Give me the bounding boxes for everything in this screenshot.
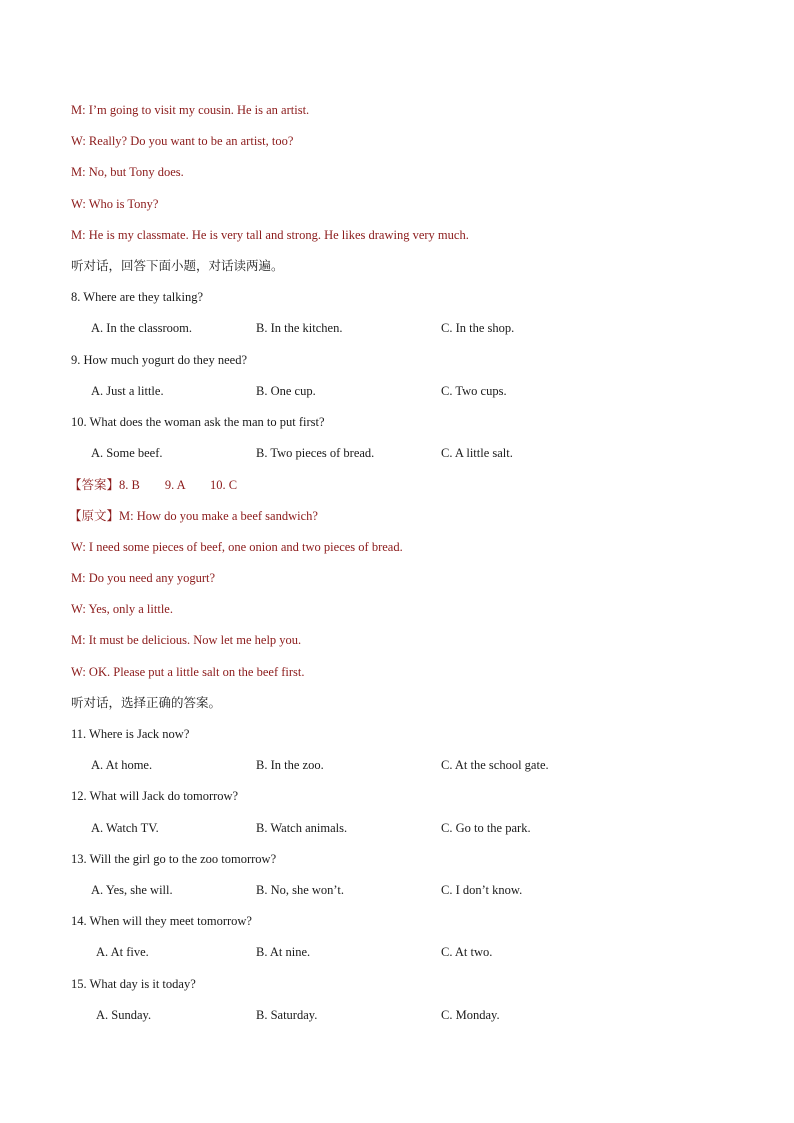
option-c: C. Monday. bbox=[441, 1008, 500, 1022]
transcript-line: W: I need some pieces of beef, one onion and two pieces of bread. bbox=[71, 540, 403, 554]
transcript-line: M: I’m going to visit my cousin. He is an artist. bbox=[71, 103, 310, 117]
transcript-line: W: Who is Tony? bbox=[71, 197, 159, 211]
option-b: B. No, she won’t. bbox=[256, 883, 344, 897]
option-c: C. In the shop. bbox=[441, 321, 515, 335]
option-a: A. In the classroom. bbox=[91, 321, 193, 335]
transcript-line: W: Really? Do you want to be an artist, too? bbox=[71, 134, 294, 148]
answer-text: 8. B 9. A 10. C bbox=[119, 478, 238, 492]
option-a: A. At home. bbox=[91, 758, 153, 772]
section-instruction: 听对话，选择正确的答案。 bbox=[71, 695, 222, 710]
option-b: B. Two pieces of bread. bbox=[256, 446, 375, 460]
option-b: B. Saturday. bbox=[256, 1008, 318, 1022]
script-tag: 【原文】 bbox=[69, 508, 120, 523]
question-text: 10. What does the woman ask the man to put first? bbox=[71, 415, 325, 429]
option-b: B. In the zoo. bbox=[256, 758, 324, 772]
section-instruction: 听对话，回答下面小题，对话读两遍。 bbox=[71, 258, 284, 273]
question-text: 15. What day is it today? bbox=[71, 977, 196, 991]
transcript-line: W: OK. Please put a little salt on the beef first. bbox=[71, 665, 305, 679]
option-b: B. Watch animals. bbox=[256, 821, 348, 835]
option-a: A. Some beef. bbox=[91, 446, 163, 460]
question-text: 9. How much yogurt do they need? bbox=[71, 353, 248, 367]
answer-line bbox=[69, 477, 237, 493]
question-text: 8. Where are they talking? bbox=[71, 290, 204, 304]
option-b: B. One cup. bbox=[256, 384, 316, 398]
script-first: M: How do you make a beef sandwich? bbox=[119, 509, 318, 523]
question-text: 14. When will they meet tomorrow? bbox=[71, 914, 252, 928]
option-c: C. At the school gate. bbox=[441, 758, 549, 772]
option-a: A. At five. bbox=[96, 945, 149, 959]
question-text: 12. What will Jack do tomorrow? bbox=[71, 789, 239, 803]
transcript-line: M: No, but Tony does. bbox=[71, 165, 184, 179]
option-a: A. Yes, she will. bbox=[91, 883, 173, 897]
transcript-line: M: Do you need any yogurt? bbox=[71, 571, 216, 585]
option-a: A. Just a little. bbox=[91, 384, 164, 398]
transcript-line: W: Yes, only a little. bbox=[71, 602, 173, 616]
option-c: C. Two cups. bbox=[441, 384, 507, 398]
transcript-line: M: It must be delicious. Now let me help you. bbox=[71, 633, 302, 647]
transcript-line: M: He is my classmate. He is very tall and strong. He likes drawing very much. bbox=[71, 228, 469, 242]
option-c: C. At two. bbox=[441, 945, 493, 959]
question-text: 11. Where is Jack now? bbox=[71, 727, 190, 741]
option-b: B. At nine. bbox=[256, 945, 311, 959]
question-text: 13. Will the girl go to the zoo tomorrow? bbox=[71, 852, 277, 866]
answer-tag: 【答案】 bbox=[69, 477, 120, 492]
option-c: C. A little salt. bbox=[441, 446, 513, 460]
option-a: A. Sunday. bbox=[96, 1008, 152, 1022]
option-a: A. Watch TV. bbox=[91, 821, 159, 835]
option-c: C. Go to the park. bbox=[441, 821, 531, 835]
option-b: B. In the kitchen. bbox=[256, 321, 343, 335]
option-c: C. I don’t know. bbox=[441, 883, 523, 897]
script-line bbox=[69, 508, 318, 524]
